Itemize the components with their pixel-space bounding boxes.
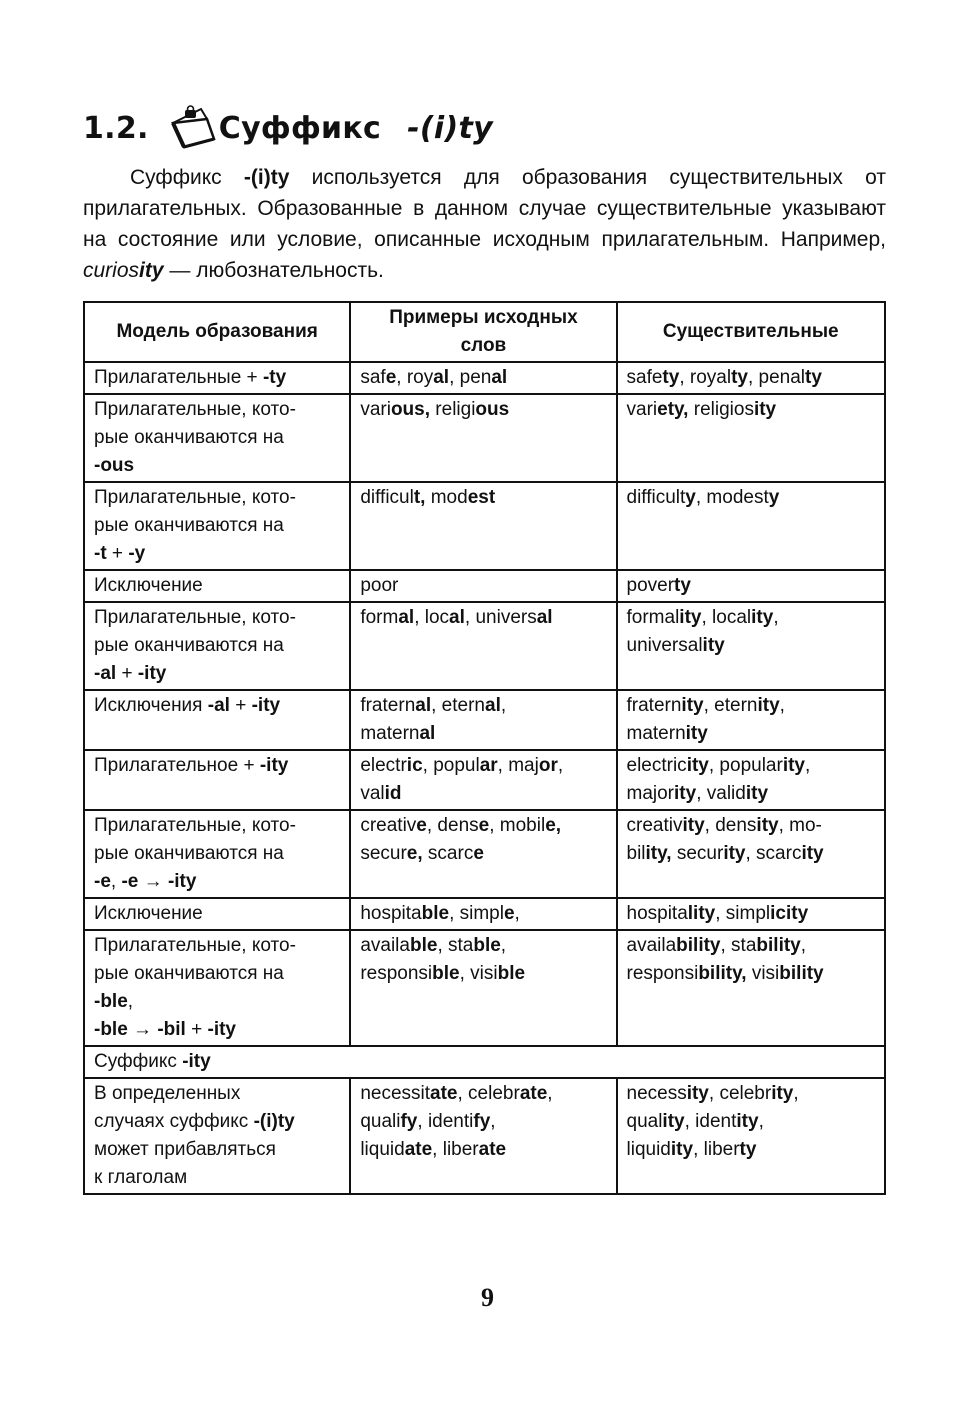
text-run: , local	[701, 607, 752, 628]
text-run: -y	[128, 543, 146, 564]
text-run: ty	[731, 367, 748, 388]
examples-cell	[350, 1078, 616, 1194]
text-run: ate	[404, 1139, 433, 1160]
text-run: , sta	[720, 935, 757, 956]
text-run: matern	[626, 723, 686, 744]
text-run: al	[491, 367, 508, 388]
text-run: mod	[425, 487, 468, 508]
examples-cell	[350, 930, 616, 1046]
model-cell	[84, 810, 350, 898]
text-run: creativ	[360, 815, 417, 836]
text-run: ,	[490, 1111, 496, 1132]
text-run: Прилагательные, кото-	[94, 607, 296, 628]
text-run: e	[478, 815, 490, 836]
text-run: electric	[626, 755, 687, 776]
text-run: al	[536, 607, 553, 628]
text-run: , pen	[449, 367, 492, 388]
examples-cell	[350, 690, 616, 750]
clipboard-icon	[167, 105, 217, 151]
text-run: ,	[800, 935, 807, 956]
text-run: ity	[757, 695, 780, 716]
text-run: ity	[674, 783, 697, 804]
model-cell	[84, 482, 350, 570]
text-run: -ous	[94, 455, 135, 476]
section-heading	[83, 98, 493, 158]
nouns-cell	[617, 930, 886, 1046]
text-run: ity	[686, 1083, 709, 1104]
text-run: , popular	[708, 755, 783, 776]
text-run: hospita	[626, 903, 688, 924]
text-run: ity	[702, 635, 725, 656]
text-run: -bil	[157, 1019, 186, 1040]
model-cell	[84, 898, 350, 930]
nouns-cell	[617, 602, 886, 690]
text-run: -ble	[94, 1019, 128, 1040]
text-run: ity,	[645, 843, 672, 864]
text-run: universal	[626, 635, 703, 656]
text-run: n	[404, 695, 416, 716]
text-run: major	[626, 783, 675, 804]
text-run: используется для образования существительных от прилагательных. Образованные в данном случае существительные указывают на состояние или условие, описанные исходным прилагательным. Например,	[83, 166, 886, 251]
text-run: curios	[83, 259, 140, 282]
examples-cell	[350, 362, 616, 394]
text-run: Прилагательные, кото-	[94, 815, 296, 836]
page-number: 9	[481, 1283, 494, 1312]
text-run: рые оканчиваются на	[94, 427, 284, 448]
text-run: -ity	[251, 695, 281, 716]
text-run: val	[360, 783, 385, 804]
text-run: , mobil	[489, 815, 546, 836]
header-model	[84, 302, 350, 362]
table-row	[84, 482, 885, 570]
text-run: e	[385, 367, 397, 388]
table-row	[84, 898, 885, 930]
text-run: , visi	[459, 963, 498, 984]
text-run: -t	[94, 543, 107, 564]
text-run: , dens	[704, 815, 757, 836]
text-run: fratern	[626, 695, 682, 716]
text-run: t,	[413, 487, 426, 508]
text-run: Исключения	[94, 695, 208, 716]
text-run: Суффикс	[94, 1051, 183, 1072]
header-examples	[350, 302, 616, 362]
suffix-table	[83, 301, 886, 1195]
text-run: рые оканчиваются на	[94, 963, 284, 984]
text-run: pover	[626, 575, 675, 596]
text-run: difficul	[360, 487, 414, 508]
text-run: →	[127, 1019, 158, 1040]
text-run: al	[449, 607, 465, 628]
table-row	[84, 810, 885, 898]
text-run: availa	[626, 935, 677, 956]
text-run: ble	[473, 935, 501, 956]
text-run: рые оканчиваются на	[94, 515, 284, 536]
text-run: ity	[662, 1111, 685, 1132]
text-run: -al	[207, 695, 230, 716]
text-run: qual	[626, 1111, 663, 1132]
text-run: bility	[676, 935, 721, 956]
text-run: -(i)ty	[243, 166, 290, 189]
text-run: icity	[770, 903, 809, 924]
text-run: necess	[626, 1083, 687, 1104]
text-run: ,	[779, 695, 785, 716]
examples-cell	[350, 570, 616, 602]
text-run: , valid	[696, 783, 746, 804]
text-run: secur	[360, 843, 407, 864]
text-run: al	[485, 695, 501, 716]
section-suffix: -(i)ty	[407, 110, 493, 146]
examples-cell	[350, 750, 616, 810]
text-run: -ble	[94, 991, 128, 1012]
text-run: +	[116, 663, 138, 684]
table-row	[84, 362, 885, 394]
table-row	[84, 750, 885, 810]
text-run: frater	[360, 695, 405, 716]
text-run: e	[473, 843, 484, 864]
model-cell	[84, 1078, 350, 1194]
table-row	[84, 1046, 885, 1078]
text-run: responsi	[626, 963, 699, 984]
text-run: liquid	[360, 1139, 405, 1160]
text-run: , dens	[426, 815, 479, 836]
header-model-label: Модель образования	[116, 321, 318, 342]
text-run: +	[106, 543, 129, 564]
text-run: , simpl	[449, 903, 504, 924]
text-run: , royal	[679, 367, 732, 388]
text-run: , roy	[396, 367, 434, 388]
text-run: liquid	[626, 1139, 671, 1160]
text-run: -ity	[259, 755, 289, 776]
nouns-cell	[617, 690, 886, 750]
text-run: y	[768, 487, 780, 508]
text-run: ity	[682, 815, 705, 836]
text-run: fy	[473, 1111, 491, 1132]
text-run: Суффикс	[130, 166, 244, 189]
text-run: -ity	[137, 663, 167, 684]
model-cell	[84, 750, 350, 810]
text-run: ble	[409, 935, 438, 956]
text-run: lity	[687, 903, 716, 924]
nouns-cell	[617, 362, 886, 394]
text-run: hospita	[360, 903, 422, 924]
text-run: , celebr	[708, 1083, 772, 1104]
nouns-cell	[617, 482, 886, 570]
text-run: scarc	[422, 843, 474, 864]
text-run: -(i)ty	[253, 1111, 295, 1132]
table-row	[84, 602, 885, 690]
text-run: , etern	[431, 695, 485, 716]
model-cell	[84, 930, 350, 1046]
header-nouns-label: Существительные	[662, 321, 839, 342]
text-run: ty	[674, 575, 691, 596]
text-run: al	[415, 695, 432, 716]
text-run: ,	[110, 871, 122, 892]
text-run: ty	[805, 367, 822, 388]
text-run: ity	[751, 607, 774, 628]
text-run: ity	[756, 815, 779, 836]
text-run: ity	[685, 723, 708, 744]
text-run: Прилагательные, кото-	[94, 399, 296, 420]
text-run: ity	[736, 1111, 759, 1132]
text-run: matern	[360, 723, 420, 744]
text-run: electr	[360, 755, 407, 776]
text-run: , etern	[703, 695, 758, 716]
text-run: В определенных	[94, 1083, 241, 1104]
text-run: +	[185, 1019, 208, 1040]
text-run: bil	[626, 843, 646, 864]
text-run: ate	[478, 1139, 507, 1160]
text-run: poor	[360, 575, 399, 596]
nouns-cell	[617, 1078, 886, 1194]
text-run: e,	[545, 815, 562, 836]
intro-text	[83, 162, 886, 286]
text-run: , scarc	[745, 843, 802, 864]
text-run: responsi	[360, 963, 433, 984]
text-run: ity	[679, 607, 702, 628]
text-run: religi	[430, 399, 476, 420]
text-run: difficult	[626, 487, 686, 508]
text-run: — любознательность.	[163, 259, 384, 282]
nouns-cell	[617, 750, 886, 810]
table-row	[84, 1078, 885, 1194]
text-run: , simpl	[715, 903, 771, 924]
text-run: ity	[801, 843, 824, 864]
text-run: ity	[745, 783, 769, 804]
text-run: visi	[746, 963, 780, 984]
text-run: ,	[514, 903, 520, 924]
examples-cell	[350, 602, 616, 690]
model-cell	[84, 362, 350, 394]
text-run: fy	[400, 1111, 418, 1132]
text-run: , mo-	[778, 815, 822, 836]
nouns-cell	[617, 898, 886, 930]
text-run: ity	[782, 755, 806, 776]
text-run: к глаголам	[94, 1167, 188, 1188]
text-run: quali	[360, 1111, 401, 1132]
text-run: formal	[626, 607, 680, 628]
text-run: id	[384, 783, 402, 804]
text-run: ity	[753, 399, 777, 420]
nouns-cell	[617, 810, 886, 898]
text-run: , penal	[747, 367, 806, 388]
text-run: ic	[406, 755, 423, 776]
text-run: secur	[671, 843, 724, 864]
text-run: ,	[557, 755, 564, 776]
text-run: случаях суффикс	[94, 1111, 254, 1132]
text-run: может прибавляться	[94, 1139, 276, 1160]
text-run: form	[360, 607, 399, 628]
text-run: al	[433, 367, 450, 388]
text-run: рые оканчиваются на	[94, 843, 284, 864]
text-run: saf	[360, 367, 386, 388]
text-run: ,	[547, 1083, 553, 1104]
section-number: 1.2.	[83, 110, 149, 146]
text-run: est	[467, 487, 496, 508]
text-run: bility	[779, 963, 824, 984]
text-run: ous	[475, 399, 510, 420]
examples-cell	[350, 810, 616, 898]
text-run: creativ	[626, 815, 683, 836]
model-cell	[84, 394, 350, 482]
text-run: ity	[670, 1139, 694, 1160]
nouns-cell	[617, 394, 886, 482]
text-run: or	[538, 755, 558, 776]
text-run: -ty	[262, 367, 287, 388]
text-run: , sta	[437, 935, 474, 956]
text-run: -ity	[182, 1051, 211, 1072]
text-run: ble	[421, 903, 450, 924]
model-cell	[84, 602, 350, 690]
text-run: e,	[406, 843, 423, 864]
text-run: ity	[723, 843, 746, 864]
text-run: bility	[756, 935, 801, 956]
text-run: bility,	[698, 963, 747, 984]
table-body	[84, 362, 885, 1194]
text-run: availa	[360, 935, 410, 956]
text-run: -e	[121, 871, 139, 892]
text-run: ble	[497, 963, 526, 984]
text-run: , liber	[693, 1139, 740, 1160]
text-run: ,	[805, 755, 811, 776]
text-run: -e	[94, 871, 111, 892]
text-run: , liber	[432, 1139, 479, 1160]
text-run: ate	[519, 1083, 548, 1104]
text-run: Прилагательные +	[94, 367, 263, 388]
text-run: , maj	[497, 755, 539, 776]
text-run: -ity	[167, 871, 197, 892]
section-title: Суффикс	[218, 110, 382, 146]
examples-cell	[350, 898, 616, 930]
text-run: religios	[688, 399, 754, 420]
table-row	[84, 570, 885, 602]
text-run: -ity	[207, 1019, 236, 1040]
text-run: , modest	[695, 487, 769, 508]
text-run: , ident	[684, 1111, 737, 1132]
text-run: ous,	[390, 399, 431, 420]
table-row	[84, 690, 885, 750]
model-cell	[84, 690, 350, 750]
text-run: Прилагательные, кото-	[94, 935, 296, 956]
text-run: ate	[430, 1083, 458, 1104]
text-run: ar	[479, 755, 498, 776]
text-run: ,	[127, 991, 134, 1012]
text-run: e	[416, 815, 427, 836]
text-run: ,	[773, 607, 779, 628]
text-run: Исключение	[94, 575, 203, 596]
text-run: , univers	[464, 607, 537, 628]
text-run: y	[685, 487, 696, 508]
text-run: al	[419, 723, 436, 744]
text-run: vari	[360, 399, 391, 420]
text-run: safe	[626, 367, 663, 388]
text-run: ble	[432, 963, 460, 984]
table-row	[84, 394, 885, 482]
text-run: al	[398, 607, 415, 628]
text-run: ,	[793, 1083, 799, 1104]
text-run: necessit	[360, 1083, 431, 1104]
text-run: , popul	[422, 755, 480, 776]
text-run: , celebr	[457, 1083, 520, 1104]
text-run: ity	[139, 259, 164, 282]
text-run: рые оканчиваются на	[94, 635, 284, 656]
text-run: →	[138, 871, 168, 892]
text-run: ty	[662, 367, 680, 388]
text-run: vari	[626, 399, 658, 420]
examples-cell	[350, 394, 616, 482]
text-run: ,	[500, 935, 507, 956]
table-row	[84, 930, 885, 1046]
intro-paragraph	[83, 162, 886, 286]
text-run: ity	[681, 695, 704, 716]
text-run: e	[503, 903, 515, 924]
text-run: ty	[739, 1139, 757, 1160]
text-run: , loc	[414, 607, 450, 628]
model-cell	[84, 570, 350, 602]
text-run: ity	[686, 755, 709, 776]
header-examples-label: Примеры исходных слов	[389, 307, 578, 356]
text-run: Прилагательное +	[94, 755, 260, 776]
text-run: -al	[94, 663, 117, 684]
text-run: ,	[500, 695, 507, 716]
table-header-row	[84, 302, 885, 362]
text-run: ,	[758, 1111, 764, 1132]
text-run: , identi	[417, 1111, 474, 1132]
text-run: ity	[771, 1083, 794, 1104]
nouns-cell	[617, 570, 886, 602]
text-run: Исключение	[94, 903, 203, 924]
section-row-cell	[84, 1046, 885, 1078]
text-run: +	[229, 695, 252, 716]
text-run: Прилагательные, кото-	[94, 487, 296, 508]
examples-cell	[350, 482, 616, 570]
header-nouns	[617, 302, 886, 362]
text-run: ety,	[657, 399, 689, 420]
